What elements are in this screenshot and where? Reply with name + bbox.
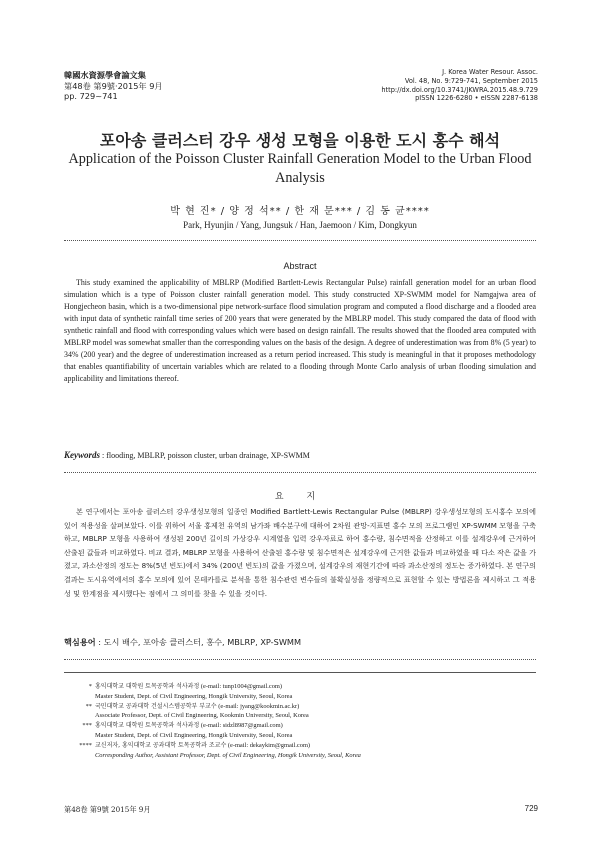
authors-korean: 박 현 진* / 양 정 석** / 한 재 문*** / 김 동 균**** bbox=[170, 206, 430, 217]
authors-english: Park, Hyunjin / Yang, Jungsuk / Han, Jaemoon / Kim, Dongkyun bbox=[183, 220, 417, 230]
page-range: pp. 729~741 bbox=[64, 91, 118, 101]
footnote-rule bbox=[64, 672, 536, 673]
title-english: Application of the Poisson Cluster Rainfall Generation Model to the Urban Flood Analysis bbox=[68, 151, 532, 186]
volume-korean: 第48卷 第9號·2015年 9月 bbox=[64, 80, 163, 91]
footnote-marker: *** bbox=[82, 722, 92, 730]
footnote-email[interactable]: (e-mail: jyang@kookmin.ac.kr) bbox=[216, 702, 300, 710]
title-korean: 포아송 클러스터 강우 생성 모형을 이용한 도시 홍수 해석 bbox=[99, 131, 501, 150]
footnote-4 bbox=[64, 741, 536, 761]
page-number: 729 bbox=[524, 804, 538, 813]
volume-english: Vol. 48, No. 9:729-741, September 2015 bbox=[404, 76, 538, 85]
footnote-affiliation-kr: 교신저자, 홍익대학교 공과대학 토목공학과 조교수 bbox=[95, 741, 227, 749]
journal-name-korean: 韓國水資源學會論文集 bbox=[64, 70, 146, 80]
keywords-kr-label: 핵심용어 bbox=[64, 637, 96, 647]
footnote-marker: ** bbox=[85, 702, 92, 710]
abstract-heading: Abstract bbox=[283, 261, 317, 271]
footnote-affiliation-en: Master Student, Dept. of Civil Engineering, Hongik University, Seoul, Korea bbox=[95, 731, 293, 739]
divider-top bbox=[64, 240, 536, 241]
divider-bottom bbox=[64, 659, 536, 660]
footnote-email[interactable]: (e-mail: tunp1004@gmail.com) bbox=[199, 683, 282, 690]
divider-middle bbox=[64, 472, 536, 473]
journal-header-left bbox=[64, 70, 163, 102]
abstract-kr-heading: 요 지 bbox=[274, 492, 326, 502]
abstract-kr-text: 본 연구에서는 포아송 클러스터 강우생성모형의 일종인 Modified Bartlett-Lewis Rectangular Pulse (MBLRP) 강우생성모형의 도시홍수 모의에 있어 적용성을 살펴보았다. 이를 위하여 서울 홍제천 유역의 남가좌 배수분구에 대하여 2차원 관망-지표면 홍수 모의 프로그램인 XP-SWMM 모형을 구축하고, MBLRP 모형을 사용하여 생성된 200년 길이의 가상강우 시계열을 입력 강우자료로 하여 홍수량, 침수면적을 산정하고 이를 설계강우에 근거하여 산출된 값들과 비교하였다. 비교 결과, MBLRP 모형을 사용하여 산출된 홍수량 및 침수면적은 설계강우에 근거한 값들과 비교하였을 때 다소 작은 값을 가졌고, 과소산정의 정도는 8%(5년 빈도)에서 34% (200년 빈도)의 값을 가졌으며, 설계강우의 재현기간에 따라 과소산정의 정도는 증가하였다. 본 연구의 결과는 도시유역에서의 홍수 모의에 있어 몬테카를로 분석을 통한 침수관련 변수들의 불확실성을 정량적으로 표현할 수 있는 방법론을 제시하고 그 적용성 및 한계점을 제시했다는 점에서 그 의미를 찾을 수 있을 것이다. bbox=[64, 507, 536, 598]
footnote-email[interactable]: (e-mail: dekaykim@gmail.com) bbox=[226, 741, 311, 749]
journal-name-english: J. Korea Water Resour. Assoc. bbox=[442, 68, 538, 76]
footer-volume: 第48卷 第9號 2015年 9月 bbox=[64, 805, 151, 814]
keywords-kr-line bbox=[64, 637, 536, 648]
footnote-1 bbox=[64, 682, 536, 702]
footnote-3 bbox=[64, 721, 536, 741]
footnote-affiliation-en: Associate Professor, Dept. of Civil Engineering, Kookmin University, Seoul, Korea bbox=[95, 712, 309, 720]
issn: pISSN 1226-6280 • eISSN 2287-6138 bbox=[415, 94, 538, 103]
journal-header-right bbox=[381, 68, 538, 103]
footnote-affiliation-kr: 국민대학교 공과대학 건설시스템공학부 부교수 bbox=[95, 702, 217, 710]
keywords-line bbox=[64, 450, 536, 460]
footnote-affiliation-en: Corresponding Author, Assistant Professor, Dept. of Civil Engineering, Hongik University, Seoul, Korea bbox=[95, 751, 361, 759]
footnote-affiliation-kr: 홍익대학교 대학원 토목공학과 석사과정 bbox=[95, 683, 200, 690]
doi-link[interactable]: http://dx.doi.org/10.3741/JKWRA.2015.48.9.729 bbox=[381, 85, 538, 94]
footnote-affiliation-en: Master Student, Dept. of Civil Engineering, Hongik University, Seoul, Korea bbox=[95, 692, 293, 700]
footnote-marker: * bbox=[88, 683, 92, 690]
footnote-affiliation-kr: 홍익대학교 대학원 토목공학과 석사과정 bbox=[95, 722, 200, 730]
keywords-label: Keywords bbox=[64, 450, 100, 460]
footnotes bbox=[64, 682, 536, 760]
footnote-marker: **** bbox=[79, 741, 92, 749]
abstract-text: This study examined the applicability of MBLRP (Modified Bartlett-Lewis Rectangular Pulse) rainfall generation model for an urban flood simulation which is a type of Poisson cluster rainfall generation model. This study constructed XP-SWMM model for Namgajwa area of Hongjecheon basin, which is a two-dimensional pipe network-surface flood simulation program and computed a flood discharge and a flooded area with input data of synthetic rainfall time series of 200 years that were generated by the MBLRP model. This study compared the data of flood with synthetic rainfall and flood with corresponding values which were based on design rainfall. The results showed that the flooded area computed with MBLRP model was somewhat smaller than the corresponding values on the basis of the design. A degree of underestimation was from 8% (5 year) to 34% (200 year) and the degree of underestimation increased as a return period increased. This study is meaningful in that it proposes methodology that enables quantifiability of uncertain variables which are related to a flooding through Monte Carlo analysis of urban flooding simulation and applicability and limitations thereof. bbox=[64, 278, 536, 384]
keywords-kr-list: : 도시 배수, 포아송 클러스터, 홍수, MBLRP, XP-SWMM bbox=[95, 637, 302, 647]
footnote-email[interactable]: (e-mail: sidzl8987@gmail.com) bbox=[199, 722, 283, 730]
footnote-2 bbox=[64, 702, 536, 722]
keywords-list: : flooding, MBLRP, poisson cluster, urban drainage, XP-SWMM bbox=[100, 451, 310, 460]
